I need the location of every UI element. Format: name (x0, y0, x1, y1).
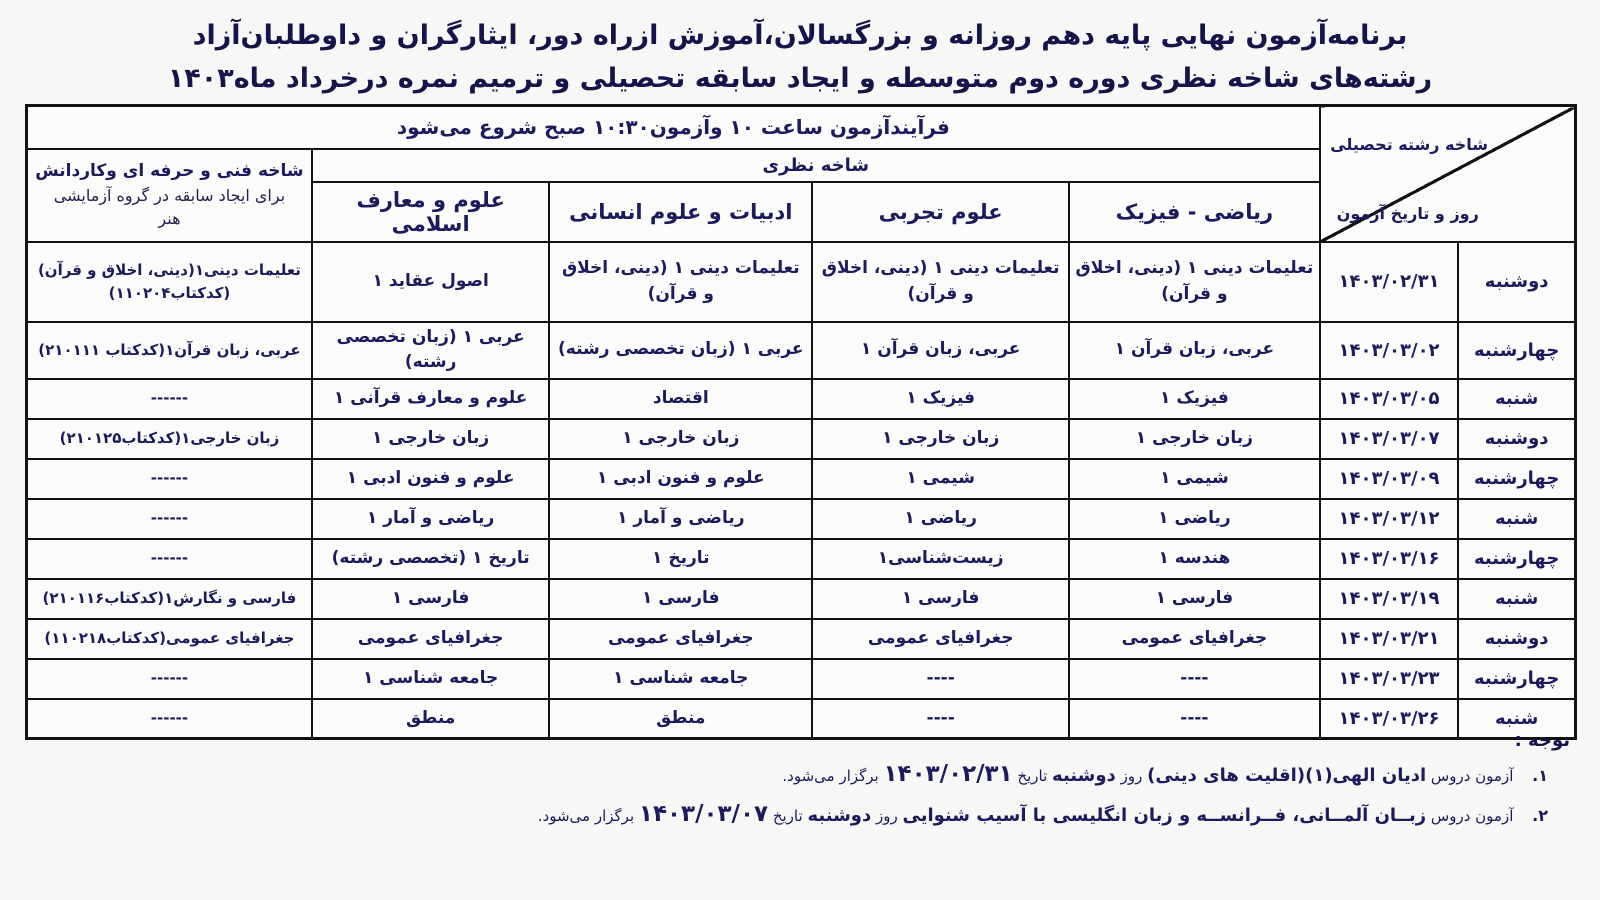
note-1-mid2: تاریخ (1017, 767, 1048, 785)
day-cell: چهارشنبه (1458, 459, 1575, 499)
riazi-fizik-cell: جغرافیای عمومی (1069, 619, 1320, 659)
table-row (27, 459, 1576, 499)
day-cell: دوشنبه (1458, 619, 1575, 659)
note-1 (24, 761, 1548, 787)
riazi-fizik-cell: عربی، زبان قرآن ۱ (1069, 322, 1320, 379)
nazari-branch-header: شاخه نظری (312, 149, 1320, 182)
date-cell: ۱۴۰۳/۰۳/۰۹ (1320, 459, 1459, 499)
maaref-cell: اصول عقاید ۱ (312, 242, 549, 322)
fanni-cell: ------ (27, 459, 312, 499)
ensani-cell: اقتصاد (549, 379, 812, 419)
date-cell: ۱۴۰۳/۰۳/۲۶ (1320, 699, 1459, 739)
maaref-cell: منطق (312, 699, 549, 739)
maaref-cell: ریاضی و آمار ۱ (312, 499, 549, 539)
tajrobi-cell: زیست‌شناسی۱ (812, 539, 1069, 579)
fanni-cell: ------ (27, 499, 312, 539)
day-cell: چهارشنبه (1458, 539, 1575, 579)
table-row (27, 322, 1576, 379)
date-cell: ۱۴۰۳/۰۳/۱۹ (1320, 579, 1459, 619)
note-1-subjects: ادیان الهی(۱)(اقلیت های دینی) (1147, 765, 1427, 786)
table-row (27, 579, 1576, 619)
tajrobi-cell: فارسی ۱ (812, 579, 1069, 619)
riazi-fizik-cell: فیزیک ۱ (1069, 379, 1320, 419)
fanni-header-line2: برای ایجاد سابقه در گروه آزمایشی (53, 186, 286, 206)
table-row (27, 419, 1576, 459)
tajrobi-cell: عربی، زبان قرآن ۱ (812, 322, 1069, 379)
diagonal-label-day-date: روز و تاریخ آزمون (1336, 203, 1479, 223)
table-row (27, 539, 1576, 579)
fanni-header-line1: شاخه فنی و حرفه ای وکاردانش (35, 161, 304, 182)
column-header-olum-tajrobi: علوم تجربی (812, 182, 1069, 242)
table-row (27, 659, 1576, 699)
riazi-fizik-cell: تعلیمات دینی ۱ (دینی، اخلاق و قرآن) (1069, 242, 1320, 322)
ensani-cell: جامعه شناسی ۱ (549, 659, 812, 699)
column-header-riazi-fizik: ریاضی - فیزیک (1069, 182, 1320, 242)
riazi-fizik-cell: هندسه ۱ (1069, 539, 1320, 579)
maaref-cell: جغرافیای عمومی (312, 619, 549, 659)
date-cell: ۱۴۰۳/۰۳/۲۳ (1320, 659, 1459, 699)
note-1-number: ۱. (1532, 766, 1548, 785)
date-cell: ۱۴۰۳/۰۳/۰۲ (1320, 322, 1459, 379)
riazi-fizik-cell: ---- (1069, 699, 1320, 739)
day-cell: دوشنبه (1458, 242, 1575, 322)
fanni-header-line3: هنر (158, 209, 181, 229)
note-2-mid2: تاریخ (772, 807, 803, 825)
day-cell: چهارشنبه (1458, 322, 1575, 379)
note-2-subjects: زبــان آلمــانی، فــرانســه و زبان انگلیسی با آسیب شنوایی (902, 805, 1427, 826)
tajrobi-cell: زبان خارجی ۱ (812, 419, 1069, 459)
title-line-2: رشته‌های شاخه نظری دوره دوم متوسطه و ایجاد سابقه تحصیلی و ترمیم نمره درخرداد ماه۱۴۰۳ (167, 63, 1433, 95)
day-cell: شنبه (1458, 579, 1575, 619)
riazi-fizik-cell: ریاضی ۱ (1069, 499, 1320, 539)
note-2-date: ۱۴۰۳/۰۳/۰۷ (638, 801, 769, 827)
title-line-1: برنامه‌آزمون نهایی پایه دهم روزانه و بزرگسالان،آموزش ازراه دور، ایثارگران و داوطلبان‌آزاد (192, 20, 1408, 51)
diagonal-label-branch: شاخه رشته تحصیلی (1330, 135, 1488, 154)
date-cell: ۱۴۰۳/۰۳/۰۷ (1320, 419, 1459, 459)
maaref-cell: فارسی ۱ (312, 579, 549, 619)
process-header: فرآیندآزمون ساعت ۱۰ وآزمون۱۰:۳۰ صبح شروع می‌شود (27, 106, 1320, 149)
tajrobi-cell: ریاضی ۱ (812, 499, 1069, 539)
note-2-post: برگزار می‌شود. (537, 807, 635, 825)
table-row (27, 499, 1576, 539)
note-2-pre: آزمون دروس (1430, 807, 1514, 825)
schedule-body (27, 242, 1576, 739)
ensani-cell: ریاضی و آمار ۱ (549, 499, 812, 539)
fanni-cell: ------ (27, 699, 312, 739)
tajrobi-cell: ---- (812, 659, 1069, 699)
maaref-cell: علوم و معارف قرآنی ۱ (312, 379, 549, 419)
riazi-fizik-cell: فارسی ۱ (1069, 579, 1320, 619)
note-1-pre: آزمون دروس (1430, 767, 1514, 785)
date-cell: ۱۴۰۳/۰۳/۱۲ (1320, 499, 1459, 539)
maaref-cell: زبان خارجی ۱ (312, 419, 549, 459)
note-1-mid1: روز (1120, 767, 1143, 785)
date-cell: ۱۴۰۳/۰۳/۲۱ (1320, 619, 1459, 659)
column-header-adabiat-ensani: ادبیات و علوم انسانی (549, 182, 812, 242)
date-cell: ۱۴۰۳/۰۳/۱۶ (1320, 539, 1459, 579)
fanni-branch-header (27, 149, 312, 242)
day-cell: شنبه (1458, 379, 1575, 419)
riazi-fizik-cell: زبان خارجی ۱ (1069, 419, 1320, 459)
note-1-day: دوشنبه (1052, 765, 1116, 786)
note-2-number: ۲. (1532, 806, 1548, 825)
note-1-post: برگزار می‌شود. (782, 767, 879, 785)
note-2-mid1: روز (875, 807, 898, 825)
maaref-cell: علوم و فنون ادبی ۱ (312, 459, 549, 499)
maaref-cell: جامعه شناسی ۱ (312, 659, 549, 699)
table-row (27, 619, 1576, 659)
riazi-fizik-cell: ---- (1069, 659, 1320, 699)
table-row (27, 379, 1576, 419)
ensani-cell: جغرافیای عمومی (549, 619, 812, 659)
ensani-cell: تعلیمات دینی ۱ (دینی، اخلاق و قرآن) (549, 242, 812, 322)
fanni-cell: تعلیمات دینی۱(دینی، اخلاق و قرآن)(کدکتاب۱۱۰۲۰۴) (27, 242, 312, 322)
maaref-cell: تاریخ ۱ (تخصصی رشته) (312, 539, 549, 579)
tajrobi-cell: ---- (812, 699, 1069, 739)
notes-heading: توجه : (1514, 730, 1570, 751)
ensani-cell: زبان خارجی ۱ (549, 419, 812, 459)
column-header-maaref-eslami: علوم و معارف اسلامی (312, 182, 549, 242)
maaref-cell: عربی ۱ (زبان تخصصی رشته) (312, 322, 549, 379)
ensani-cell: تاریخ ۱ (549, 539, 812, 579)
ensani-cell: عربی ۱ (زبان تخصصی رشته) (549, 322, 812, 379)
ensani-cell: علوم و فنون ادبی ۱ (549, 459, 812, 499)
fanni-cell: جغرافیای عمومی(کدکتاب۱۱۰۲۱۸) (27, 619, 312, 659)
fanni-cell: ------ (27, 379, 312, 419)
ensani-cell: فارسی ۱ (549, 579, 812, 619)
day-cell: چهارشنبه (1458, 659, 1575, 699)
note-2-day: دوشنبه (807, 805, 872, 826)
date-cell: ۱۴۰۳/۰۲/۳۱ (1320, 242, 1459, 322)
notes-section (24, 726, 1576, 841)
fanni-cell: ------ (27, 539, 312, 579)
fanni-cell: ------ (27, 659, 312, 699)
fanni-cell: زبان خارجی۱(کدکتاب۲۱۰۱۲۵) (27, 419, 312, 459)
exam-schedule-table (25, 104, 1577, 740)
tajrobi-cell: فیزیک ۱ (812, 379, 1069, 419)
note-2 (24, 801, 1548, 827)
tajrobi-cell: جغرافیای عمومی (812, 619, 1069, 659)
tajrobi-cell: شیمی ۱ (812, 459, 1069, 499)
diagonal-header-cell (1320, 106, 1576, 242)
riazi-fizik-cell: شیمی ۱ (1069, 459, 1320, 499)
note-1-date: ۱۴۰۳/۰۲/۳۱ (883, 761, 1013, 787)
tajrobi-cell: تعلیمات دینی ۱ (دینی، اخلاق و قرآن) (812, 242, 1069, 322)
day-cell: شنبه (1458, 699, 1575, 739)
table-row (27, 242, 1576, 322)
date-cell: ۱۴۰۳/۰۳/۰۵ (1320, 379, 1459, 419)
ensani-cell: منطق (549, 699, 812, 739)
fanni-cell: عربی، زبان قرآن۱(کدکتاب ۲۱۰۱۱۱) (27, 322, 312, 379)
document-title (0, 14, 1600, 100)
day-cell: شنبه (1458, 499, 1575, 539)
fanni-cell: فارسی و نگارش۱(کدکتاب۲۱۰۱۱۶) (27, 579, 312, 619)
day-cell: دوشنبه (1458, 419, 1575, 459)
